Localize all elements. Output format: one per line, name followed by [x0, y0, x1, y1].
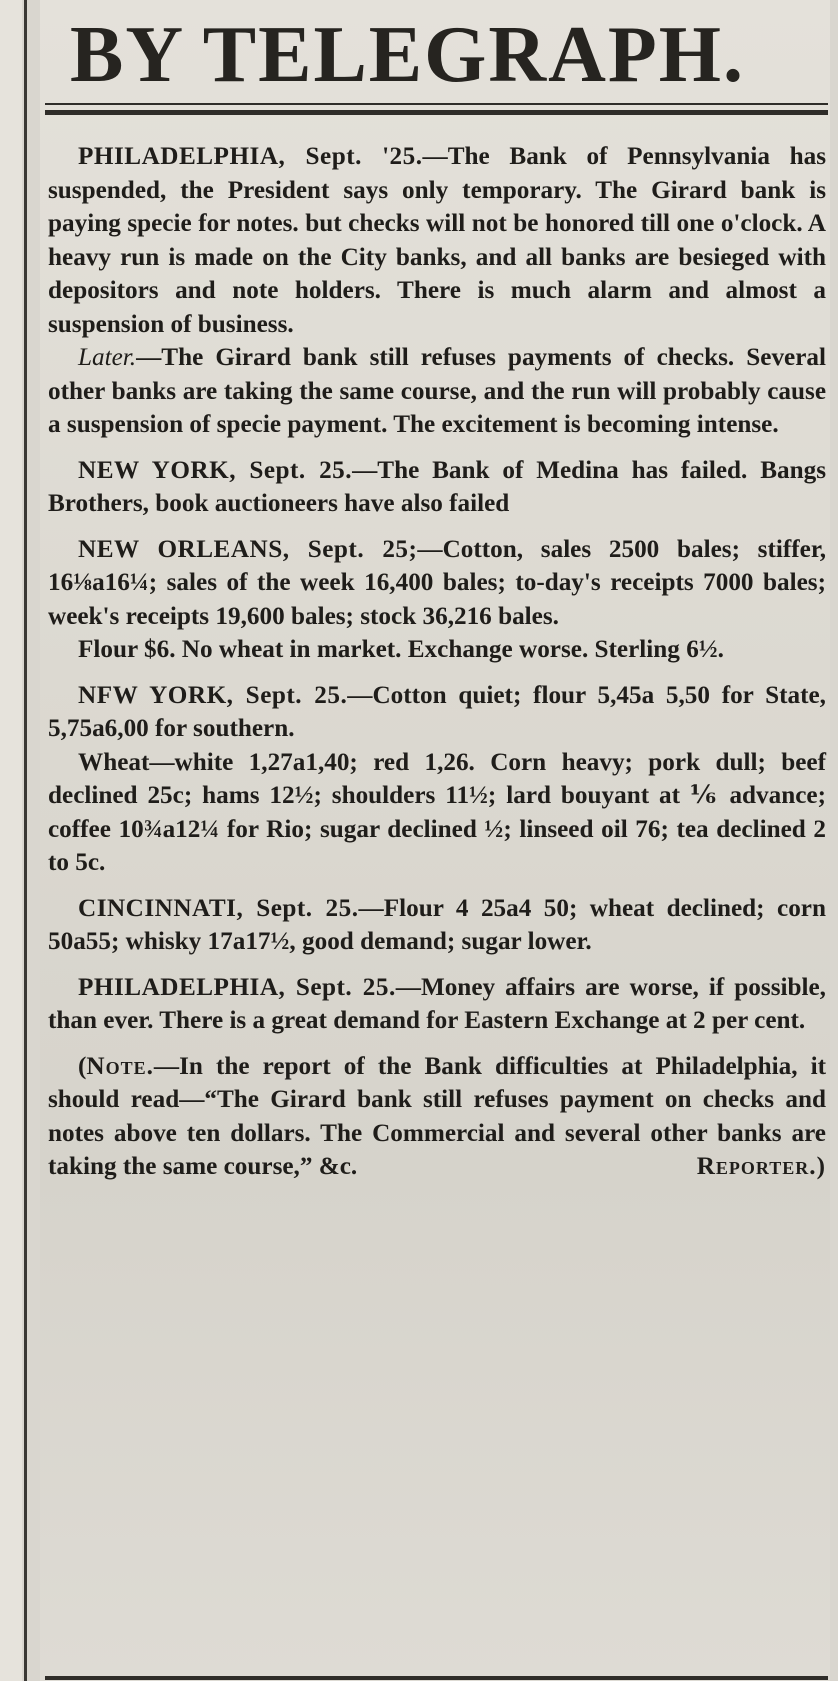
dispatch-later — [48, 341, 826, 442]
dateline: NFW YORK, Sept. 25. — [78, 681, 348, 709]
dateline: NEW ORLEANS, Sept. 25; — [78, 535, 418, 563]
dispatch-wheat — [48, 746, 826, 880]
dateline: CINCINNATI, Sept. 25. — [78, 894, 359, 922]
dateline: NEW YORK, Sept. 25. — [78, 456, 353, 484]
dispatch-text: Flour $6. No wheat in market. Exchange worse. Sterling 6½. — [78, 636, 724, 663]
dispatch-new-york-1 — [48, 454, 826, 521]
dispatch-text: —The Girard bank still refuses payments of checks. Several other banks are taking the same course, and the run will probably cause a suspension of specie payment. The excitement is becoming intense. — [48, 344, 826, 438]
dispatch-philadelphia-1 — [48, 140, 826, 341]
masthead-rule-thick — [45, 110, 828, 115]
masthead-title: BY TELEGRAPH. — [70, 11, 746, 99]
note-text: —In the report of the Bank difficulties at Philadelphia, it should read—“The Girard bank still refuses payment on checks and notes above ten dollars. The Commercial and several other banks are taking the same course,” &c. — [48, 1052, 826, 1180]
bottom-rule — [45, 1676, 828, 1680]
dispatch-philadelphia-2 — [48, 971, 826, 1038]
later-label: Later. — [78, 344, 137, 371]
column-rule — [24, 0, 27, 1681]
dispatch-new-york-2 — [48, 679, 826, 746]
dispatch-text: Wheat—white 1,27a1,40; red 1,26. Corn heavy; pork dull; beef declined 25c; hams 12½; shoulders 11½; lard bouyant at ⅙ advance; coffee 10¾a12¼ for Rio; sugar declined ½; linseed oil 76; tea declined 2 to 5c. — [48, 748, 826, 876]
dateline: PHILADELPHIA, Sept. '25. — [78, 143, 423, 170]
note-signature: Reporter.) — [696, 1153, 826, 1180]
editor-note — [48, 1050, 826, 1184]
dispatch-text: —Flour 4 25a4 50; wheat declined; corn 50a55; whisky 17a17½, good demand; sugar lower. — [48, 894, 826, 955]
dispatch-text: —Cotton quiet; flour 5,45a 5,50 for State, 5,75a6,00 for southern. — [48, 681, 826, 742]
dispatch-text: —The Bank of Pennsylvania has suspended, the President says only temporary. The Girard bank is paying specie for notes. but checks will not be honored till one o'clock. A heavy run is made on the City banks, and all banks are besieged with depositors and note holders. There is much alarm and almost a suspension of business. — [48, 143, 826, 338]
dateline: PHILADELPHIA, Sept. 25. — [78, 973, 396, 1001]
dispatch-text: —Cotton, sales 2500 bales; stiffer, 16⅛a16¼; sales of the week 16,400 bales; to-day's receipts 7000 bales; week's receipts 19,600 bales; stock 36,216 bales. — [48, 535, 826, 630]
dispatch-new-orleans — [48, 533, 826, 634]
note-label: Note. — [86, 1052, 154, 1080]
note-open: ( — [78, 1052, 87, 1080]
dispatch-text: —Money affairs are worse, if possible, than ever. There is a great demand for Eastern Exchange at 2 per cent. — [48, 973, 826, 1034]
adjacent-column-edge — [0, 0, 22, 1681]
dispatch-flour — [48, 633, 826, 667]
article-body — [48, 140, 826, 1184]
dispatch-text: —The Bank of Medina has failed. Bangs Brothers, book auctioneers have also failed — [48, 456, 826, 517]
masthead-rule-thin — [45, 103, 828, 105]
dispatch-cincinnati — [48, 892, 826, 959]
